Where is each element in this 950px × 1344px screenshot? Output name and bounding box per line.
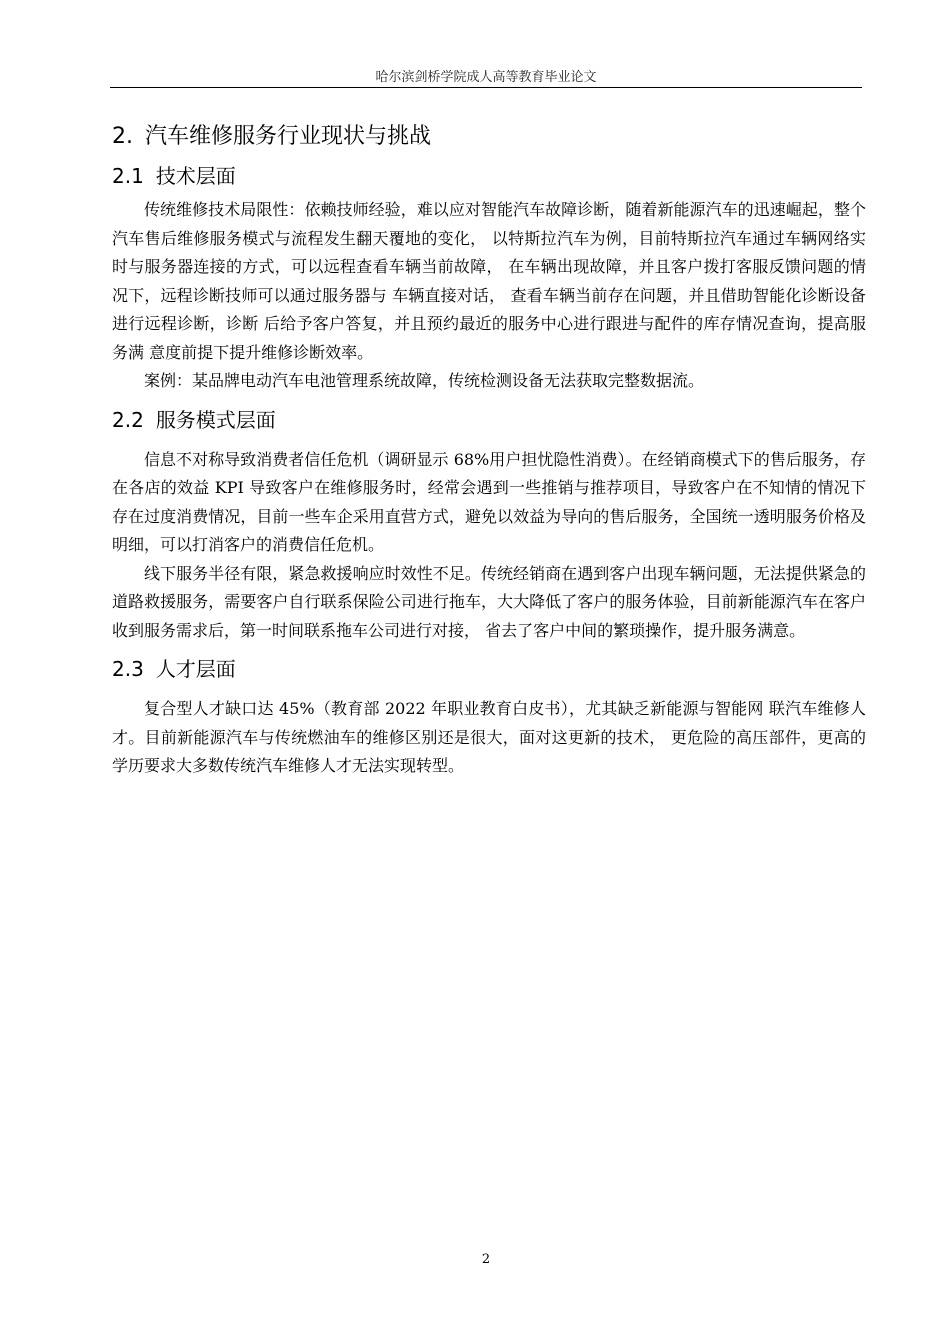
subsection-title: 技术层面: [155, 164, 236, 188]
paragraph: 线下服务半径有限，紧急救援响应时效性不足。传统经销商在遇到客户出现车辆问题，无法提供紧急的道路救援服务，需要客户自行联系保险公司进行拖车，大大降低了客户的服务体验，目前新能源汽车在客户收到服务需求后，第一时间联系拖车公司进行对接， 省去了客户中间的繁琐操作，提升服务满意。: [112, 563, 866, 640]
subsection-number: 2.2: [112, 407, 144, 432]
paragraph: 传统维修技术局限性：依赖技师经验，难以应对智能汽车故障诊断，随着新能源汽车的迅速崛起，整个汽车售后维修服务模式与流程发生翻天覆地的变化， 以特斯拉汽车为例，目前特斯拉汽车通过车辆网络实时与服务器连接的方式，可以远程查看车辆当前故障， 在车辆出现故障，并且客户拨打客服反馈问题的情况下，远程诊断技师可以通过服务器与 车辆直接对话， 查看车辆当前存在问题，并且借助智能化诊断设备进行远程诊断，诊断 后给予客户答复，并且预约最近的服务中心进行跟进与配件的库存情况查询，提高服务满 意度前提下提升维修诊断效率。: [112, 200, 866, 362]
paragraph: 复合型人才缺口达 45%（教育部 2022 年职业教育白皮书），尤其缺乏新能源与智能网 联汽车维修人才。目前新能源汽车与传统燃油车的维修区别还是很大，面对这更新的技术， 更危险的高压部件，更高的学历要求大多数传统汽车维修人才无法实现转型。: [112, 699, 866, 775]
subsection-heading-2-2: [112, 400, 866, 440]
page-number: 2: [481, 1252, 491, 1267]
section-title: 汽车维修服务行业现状与挑战: [145, 124, 432, 149]
running-header: 哈尔滨剑桥学院成人高等教育毕业论文: [375, 70, 597, 85]
header-divider: [110, 87, 862, 88]
subsection-title: 人才层面: [155, 657, 236, 681]
section-number: 2.: [112, 124, 133, 149]
subsection-number: 2.3: [112, 657, 144, 681]
paragraph: 案例：某品牌电动汽车电池管理系统故障，传统检测设备无法获取完整数据流。: [144, 371, 705, 390]
paragraph: 信息不对称导致消费者信任危机（调研显示 68%用户担忧隐性消费）。在经销商模式下的售后服务，存在各店的效益 KPI 导致客户在维修服务时，经常会遇到一些推销与推荐项目，导致客户在不知情的情况下存在过度消费情况，目前一些车企采用直营方式，避免以效益为导向的售后服务，全国统一透明服务价格及明细，可以打消客户的消费信任危机。: [112, 449, 866, 554]
subsection-heading-2-1: [112, 156, 866, 196]
paper-body: [112, 118, 866, 781]
subsection-heading-2-3: [112, 649, 866, 689]
subsection-number: 2.1: [112, 164, 144, 188]
subsection-title: 服务模式层面: [155, 407, 276, 432]
section-heading: [112, 118, 866, 156]
